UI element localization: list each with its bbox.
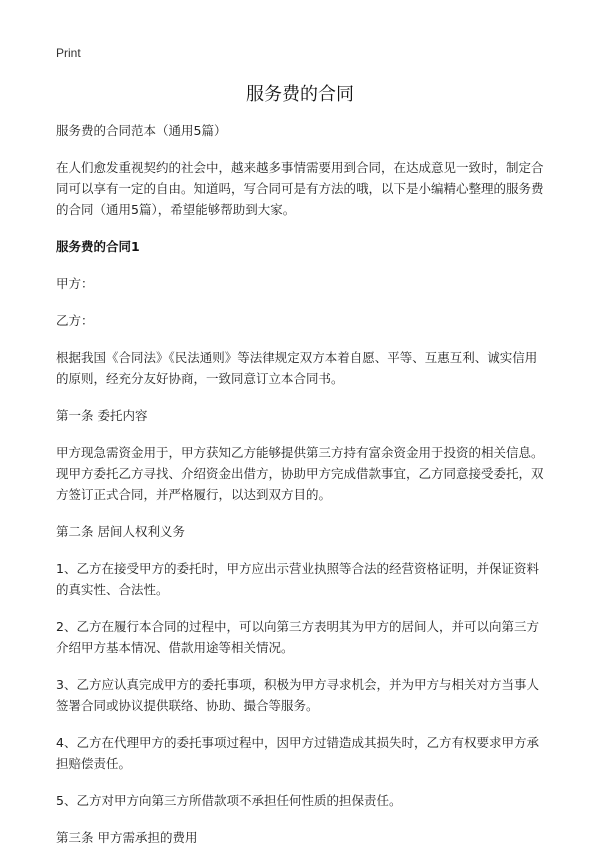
party-a-label: 甲方：: [56, 276, 94, 291]
article-2-item: 4、乙方在代理甲方的委托事项过程中，因甲方过错造成其损失时，乙方有权要求甲方承担赔偿责任。: [56, 735, 539, 771]
article-1-title: 第一条 委托内容: [56, 408, 148, 423]
document-title: 服务费的合同: [246, 84, 354, 105]
print-link[interactable]: Print: [56, 46, 81, 60]
article-2-item: 5、乙方对甲方向第三方所借款项不承担任何性质的担保责任。: [56, 793, 402, 808]
document-body: [56, 120, 546, 864]
article-3-title: 第三条 甲方需承担的费用: [56, 830, 198, 845]
article-2-item: 3、乙方应认真完成甲方的委托事项，积极为甲方寻求机会，并为甲方与相关对方当事人签署合同或协议提供联络、协助、撮合等服务。: [56, 677, 539, 713]
section-heading: 服务费的合同1: [56, 239, 140, 254]
article-2-item: 1、乙方在接受甲方的委托时，甲方应出示营业执照等合法的经营资格证明，并保证资料的真实性、合法性。: [56, 561, 539, 597]
document-subtitle: 服务费的合同范本（通用5篇）: [56, 123, 227, 138]
article-2-item: 2、乙方在履行本合同的过程中，可以向第三方表明其为甲方的居间人，并可以向第三方介绍甲方基本情况、借款用途等相关情况。: [56, 619, 539, 655]
intro-paragraph: 在人们愈发重视契约的社会中，越来越多事情需要用到合同，在达成意见一致时，制定合同可以享有一定的自由。知道吗，写合同可是有方法的哦，以下是小编精心整理的服务费的合同（通用5篇），希望能够帮助到大家。: [56, 160, 544, 217]
article-2-title: 第二条 居间人权利义务: [56, 524, 185, 539]
preamble-paragraph: 根据我国《合同法》《民法通则》等法律规定双方本着自愿、平等、互惠互利、诚实信用的原则，经充分友好协商，一致同意订立本合同书。: [56, 350, 538, 386]
party-b-label: 乙方：: [56, 313, 94, 328]
article-1-body: 甲方现急需资金用于，甲方获知乙方能够提供第三方持有富余资金用于投资的相关信息。现甲方委托乙方寻找、介绍资金出借方，协助甲方完成借款事宜，乙方同意接受委托，双方签订正式合同，并严格履行，以达到双方目的。: [56, 445, 544, 502]
